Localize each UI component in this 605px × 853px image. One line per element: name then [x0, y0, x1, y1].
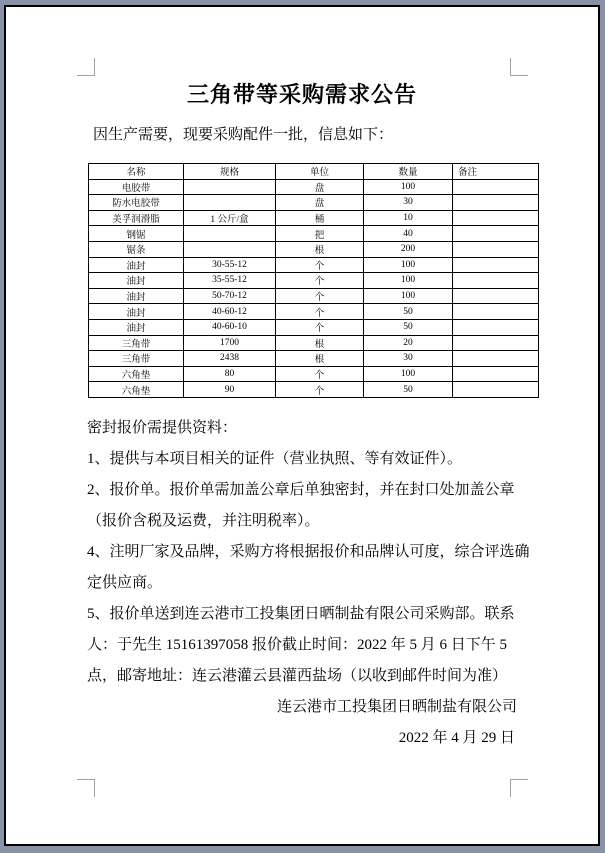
- table-row: [89, 195, 539, 211]
- table-cell: 个: [276, 366, 364, 382]
- table-row: [89, 351, 539, 367]
- column-header: 规格: [184, 164, 276, 180]
- table-cell: 个: [276, 288, 364, 304]
- table-cell: [453, 319, 539, 335]
- table-cell: 50-70-12: [184, 288, 276, 304]
- table-cell: 80: [184, 366, 276, 382]
- table-cell: [184, 226, 276, 242]
- table-row: [89, 335, 539, 351]
- table-cell: 50: [364, 382, 453, 398]
- table-cell: 油封: [89, 288, 184, 304]
- crop-mark-bottom-right-icon: [510, 779, 528, 797]
- table-row: [89, 210, 539, 226]
- column-header: 单位: [276, 164, 364, 180]
- table-cell: 1 公斤/盒: [184, 210, 276, 226]
- table-cell: 根: [276, 241, 364, 257]
- notes-heading: 密封报价需提供资料：: [87, 420, 238, 436]
- table-cell: 个: [276, 273, 364, 289]
- table-cell: 个: [276, 304, 364, 320]
- table-cell: 油封: [89, 273, 184, 289]
- table-row: [89, 226, 539, 242]
- table-cell: 油封: [89, 304, 184, 320]
- table-cell: [184, 241, 276, 257]
- table-row: [89, 179, 539, 195]
- note-item-1: 1、提供与本项目相关的证件（营业执照、等有效证件）。: [87, 451, 463, 467]
- table-cell: 40-60-10: [184, 319, 276, 335]
- table-row: [89, 304, 539, 320]
- intro-text: 因生产需要，现要采购配件一批，信息如下：: [93, 127, 394, 143]
- table-cell: 1700: [184, 335, 276, 351]
- table-cell: 桶: [276, 210, 364, 226]
- table-cell: 美孚润滑脂: [89, 210, 184, 226]
- table-cell: 六角垫: [89, 382, 184, 398]
- table-cell: [453, 304, 539, 320]
- signature-date: 2022 年 4 月 29 日: [398, 730, 515, 746]
- table-cell: 个: [276, 319, 364, 335]
- table-cell: 三角带: [89, 351, 184, 367]
- table-cell: [453, 273, 539, 289]
- table-cell: 三角带: [89, 335, 184, 351]
- table-row: [89, 382, 539, 398]
- crop-mark-top-right-icon: [510, 58, 528, 76]
- table-cell: 个: [276, 382, 364, 398]
- table-cell: 100: [364, 273, 453, 289]
- table-cell: 20: [364, 335, 453, 351]
- crop-mark-bottom-left-icon: [77, 779, 95, 797]
- table-cell: 90: [184, 382, 276, 398]
- note-item-4: 4、注明厂家及品牌，采购方将根据报价和品牌认可度，综合评选确定供应商。: [87, 544, 530, 591]
- table-cell: 100: [364, 179, 453, 195]
- table-cell: 100: [364, 288, 453, 304]
- table-cell: 六角垫: [89, 366, 184, 382]
- table-cell: [453, 288, 539, 304]
- table-cell: 防水电胶带: [89, 195, 184, 211]
- table-cell: 10: [364, 210, 453, 226]
- notes-section: [87, 413, 531, 754]
- table-cell: 根: [276, 335, 364, 351]
- table-cell: [453, 351, 539, 367]
- signature-company: 连云港市工投集团日晒制盐有限公司: [276, 699, 517, 715]
- table-cell: 盘: [276, 179, 364, 195]
- table-cell: 35-55-12: [184, 273, 276, 289]
- procurement-table: [88, 163, 539, 398]
- note-item-5: 5、报价单送到连云港市工投集团日晒制盐有限公司采购部。联系人：于先生 15161397058 报价截止时间：2022 年 5 月 6 日下午 5 点，邮寄地址：连云港灌云县灌西盐场（以收到邮件时间为准）: [87, 606, 515, 684]
- table-cell: 个: [276, 257, 364, 273]
- crop-mark-top-left-icon: [77, 58, 95, 76]
- table-cell: 50: [364, 304, 453, 320]
- table-cell: 30: [364, 195, 453, 211]
- table-header-row: [89, 164, 539, 180]
- table-cell: [453, 226, 539, 242]
- page-text-area: [6, 7, 598, 844]
- column-header: 数量: [364, 164, 453, 180]
- table-cell: 钢锯: [89, 226, 184, 242]
- table-row: [89, 288, 539, 304]
- table-row: [89, 319, 539, 335]
- table-row: [89, 257, 539, 273]
- table-cell: 50: [364, 319, 453, 335]
- column-header: 名称: [89, 164, 184, 180]
- table-cell: 200: [364, 241, 453, 257]
- table-cell: [453, 241, 539, 257]
- column-header: 备注: [453, 164, 539, 180]
- table-cell: [453, 366, 539, 382]
- table-row: [89, 366, 539, 382]
- table-cell: 40-60-12: [184, 304, 276, 320]
- table-cell: 锯条: [89, 241, 184, 257]
- table-cell: 油封: [89, 319, 184, 335]
- table-cell: [453, 179, 539, 195]
- table-cell: 30: [364, 351, 453, 367]
- table-cell: 30-55-12: [184, 257, 276, 273]
- table-row: [89, 241, 539, 257]
- table-row: [89, 273, 539, 289]
- table-cell: 100: [364, 366, 453, 382]
- table-cell: [453, 257, 539, 273]
- document-page[interactable]: [4, 5, 600, 846]
- table-cell: [453, 382, 539, 398]
- table-cell: [184, 179, 276, 195]
- table-cell: 根: [276, 351, 364, 367]
- page-title: 三角带等采购需求公告: [186, 82, 417, 107]
- table-cell: [184, 195, 276, 211]
- table-cell: 40: [364, 226, 453, 242]
- note-item-2: 2、报价单。报价单需加盖公章后单独密封，并在封口处加盖公章（报价含税及运费，并注明税率）。: [87, 482, 515, 529]
- table-cell: [453, 335, 539, 351]
- table-cell: 2438: [184, 351, 276, 367]
- table-cell: 把: [276, 226, 364, 242]
- table-cell: 电胶带: [89, 179, 184, 195]
- table-cell: [453, 195, 539, 211]
- table-cell: 100: [364, 257, 453, 273]
- table-cell: [453, 210, 539, 226]
- table-cell: 油封: [89, 257, 184, 273]
- table-cell: 盘: [276, 195, 364, 211]
